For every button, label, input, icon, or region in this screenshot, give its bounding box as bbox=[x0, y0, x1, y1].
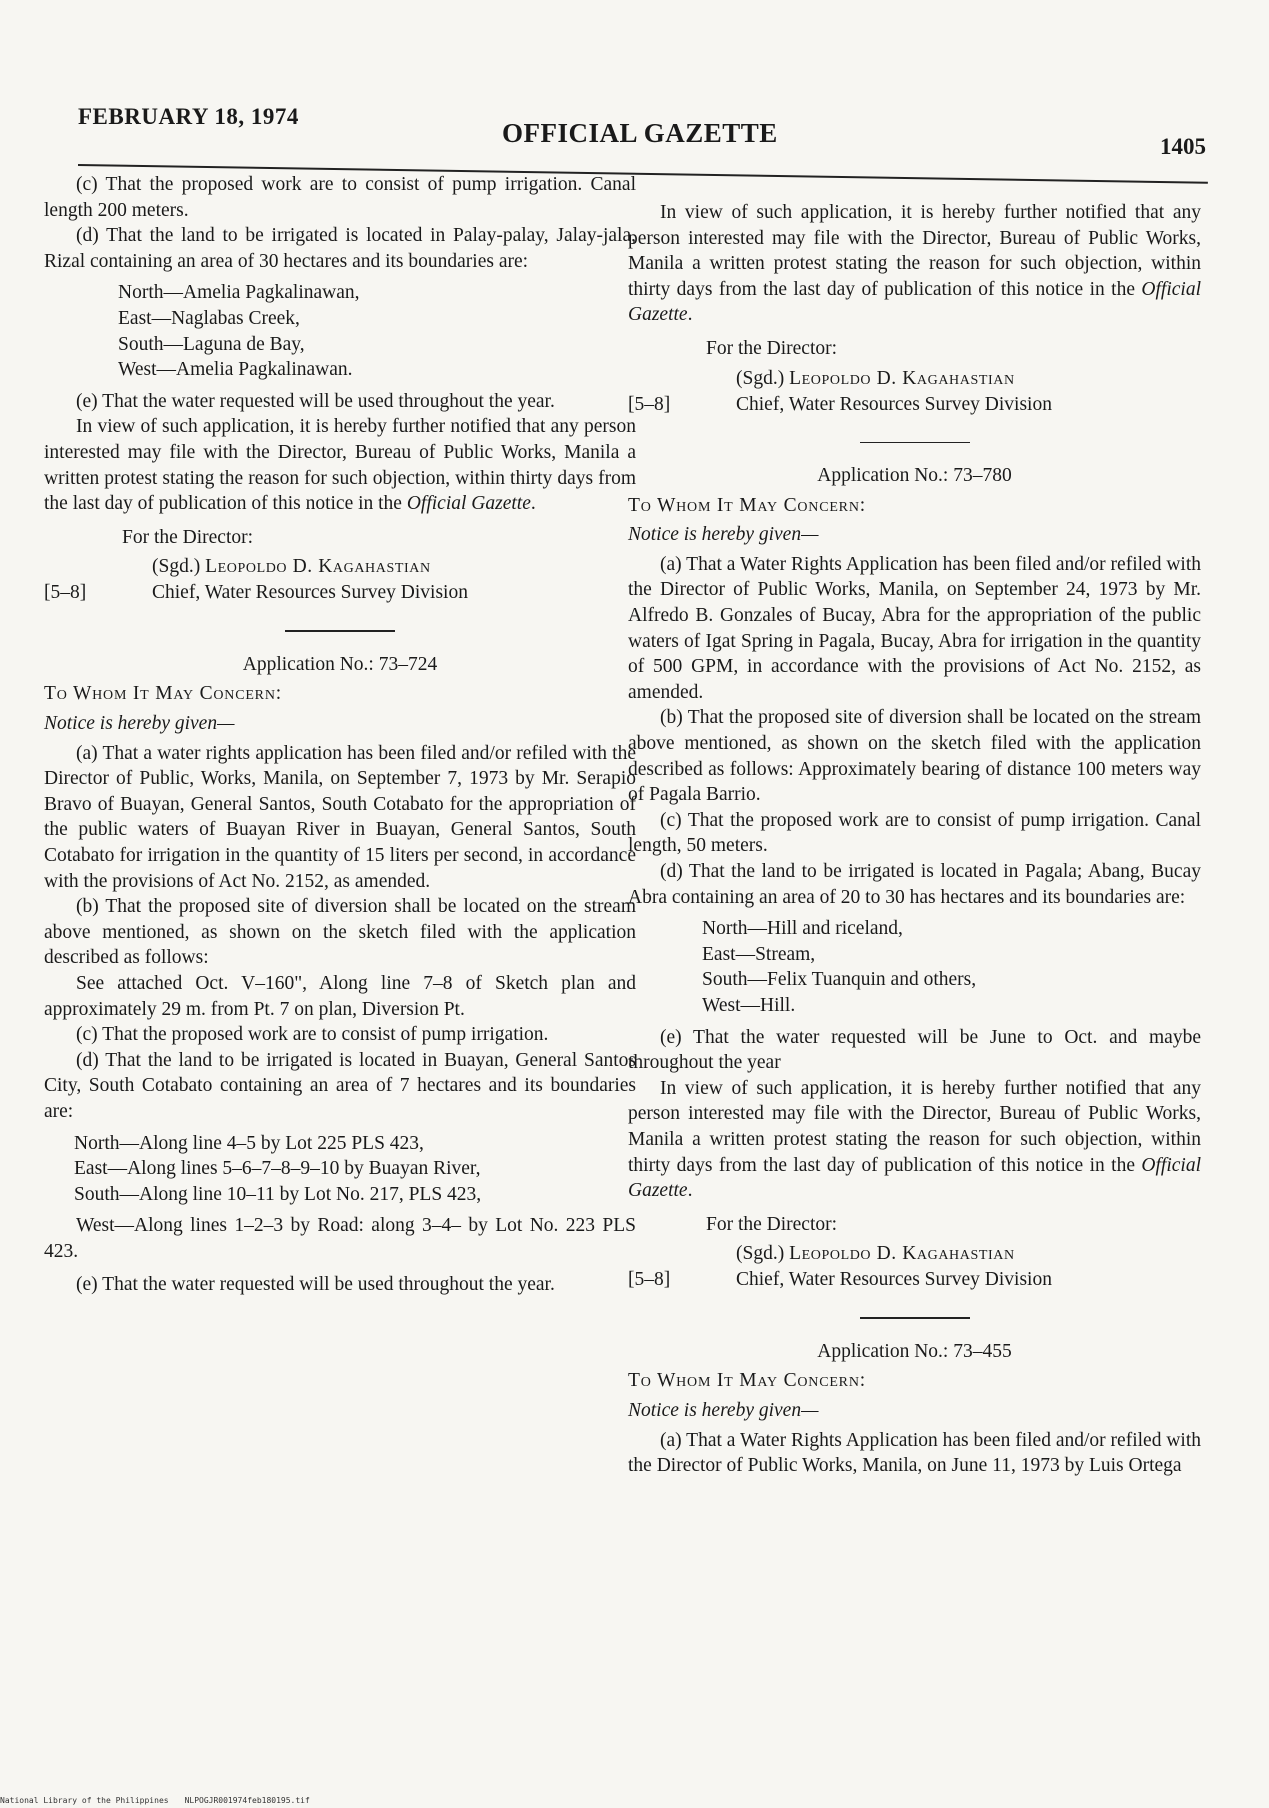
boundary-south: South—Felix Tuanquin and others, bbox=[702, 969, 977, 991]
left-column bbox=[44, 172, 636, 1298]
boundary-south: South—Laguna de Bay, bbox=[118, 333, 305, 355]
boundary-north: North—Hill and riceland, bbox=[702, 918, 903, 940]
page-header bbox=[78, 100, 1208, 160]
signatory-title: Chief, Water Resources Survey Division bbox=[152, 582, 468, 604]
section-divider bbox=[860, 1317, 970, 1319]
boundaries-list bbox=[628, 916, 1201, 1018]
paragraph-b-detail: See attached Oct. V–160", Along line 7–8 of Sketch plan and approximately 29 m. from Pt. 7 on plan, Diversion Pt. bbox=[44, 972, 636, 1020]
gazette-name: Official Gazette bbox=[628, 1154, 1201, 1202]
boundary-east: East—Naglabas Creek, bbox=[118, 307, 300, 329]
page-number: 1405 bbox=[1160, 134, 1206, 159]
gazette-name: Official Gazette bbox=[628, 278, 1201, 326]
paragraph-c: (c) That the proposed work are to consist of pump irrigation. Canal length, 50 meters. bbox=[628, 809, 1201, 857]
signatory-name: Leopoldo D. Kagahastian bbox=[789, 1243, 1015, 1265]
signatory-title: Chief, Water Resources Survey Division bbox=[736, 1269, 1052, 1291]
boundary-west: West—Hill. bbox=[702, 994, 796, 1016]
signatory-name: Leopoldo D. Kagahastian bbox=[789, 367, 1015, 389]
issue-ref: [5–8] bbox=[44, 582, 87, 604]
paragraph-c: (c) That the proposed work are to consist of pump irrigation. bbox=[76, 1024, 549, 1046]
gazette-name: Official Gazette bbox=[406, 493, 531, 515]
issue-date: FEBRUARY 18, 1974 bbox=[78, 104, 299, 129]
scan-footer bbox=[0, 1796, 326, 1805]
paragraph-view: In view of such application, it is hereby further notified that any person interested may file with the Director, Bureau of Public Works, Manila a written protest stating the reason for such objection, within thirty days from the last day of publication of this notice in the Official Gazette. bbox=[628, 202, 1201, 326]
signature-block: (Sgd.) Leopoldo D. Kagahastian [5–8] Chief, Water Resources Survey Division bbox=[44, 554, 636, 608]
paragraph-d: (d) That the land to be irrigated is located in Palay-palay, Jalay-jala, Rizal containing an area of 30 hectares and its boundaries are: bbox=[44, 225, 636, 272]
boundaries-list bbox=[44, 1131, 636, 1208]
paragraph-b: (b) That the proposed site of diversion shall be located on the stream above mentioned, as shown on the sketch filed with the application described as follows: bbox=[44, 896, 636, 969]
section-divider bbox=[860, 442, 970, 444]
boundary-west: West—Along lines 1–2–3 by Road: along 3–4– by Lot No. 223 PLS 423. bbox=[44, 1215, 636, 1262]
signatory-name: Leopoldo D. Kagahastian bbox=[205, 556, 431, 578]
paragraph-e: (e) That the water requested will be June to Oct. and maybe throughout the year bbox=[628, 1026, 1201, 1074]
paragraph-b: (b) That the proposed site of diversion shall be located on the stream above mentioned, as shown on the sketch filed with the application described as follows: Approximately bearing of distance 100 meters way of Pagala Barrio. bbox=[628, 707, 1201, 806]
application-number: Application No.: 73–455 bbox=[817, 1340, 1012, 1362]
notice-heading: Notice is hereby given— bbox=[44, 713, 235, 734]
boundaries-list bbox=[44, 280, 636, 382]
paragraph-view: In view of such application, it is hereby further notified that any person interested may file with the Director, Bureau of Public Works, Manila a written protest stating the reason for such objection, within thirty days from the last day of publication of this notice in the Official Gazette. bbox=[44, 416, 636, 515]
boundary-east: East—Along lines 5–6–7–8–9–10 by Buayan River, bbox=[74, 1158, 481, 1180]
paragraph-view: In view of such application, it is hereby further notified that any person interested may file with the Director, Bureau of Public Works, Manila a written protest stating the reason for such objection, within thirty days from the last day of publication of this notice in the Official Gazette. bbox=[628, 1077, 1201, 1202]
notice-heading: Notice is hereby given— bbox=[628, 524, 819, 546]
boundary-east: East—Stream, bbox=[702, 943, 816, 965]
section-divider bbox=[285, 630, 395, 632]
for-director: For the Director: bbox=[706, 1213, 838, 1235]
application-number: Application No.: 73–780 bbox=[817, 465, 1012, 487]
salutation: To Whom It May Concern: bbox=[44, 683, 282, 705]
signature-block: (Sgd.) Leopoldo D. Kagahastian [5–8] Chief, Water Resources Survey Division bbox=[628, 1241, 1201, 1295]
issue-ref: [5–8] bbox=[628, 1269, 671, 1291]
issue-ref: [5–8] bbox=[628, 393, 671, 415]
paragraph-a: (a) That a water rights application has been filed and/or refiled with the Director of Public, Works, Manila, on September 7, 1973 by Mr. Serapio Bravo of Buayan, General Santos, South Cotabato for the appropriation of the public waters of Buayan River in Buayan, General Santos, South Cotabato for irrigation in the quantity of 15 liters per second, in accordance with the provisions of Act No. 2152, as amended. bbox=[44, 742, 636, 892]
salutation: To Whom It May Concern: bbox=[628, 494, 866, 516]
paragraph-d: (d) That the land to be irrigated is located in Buayan, General Santos City, South Cotabato containing an area of 7 hectares and its boundaries are: bbox=[44, 1049, 636, 1122]
boundary-north: North—Amelia Pagkalinawan, bbox=[118, 282, 360, 304]
paragraph-a: (a) That a Water Rights Application has been filed and/or refiled with the Director of Public Works, Manila, on June 11, 1973 by Luis Ortega bbox=[628, 1429, 1201, 1477]
application-number: Application No.: 73–724 bbox=[242, 653, 438, 675]
scan-filename: NLPOGJR001974feb180195.tif bbox=[184, 1796, 310, 1805]
boundary-west: West—Amelia Pagkalinawan. bbox=[118, 359, 353, 381]
paragraph-e: (e) That the water requested will be used throughout the year. bbox=[76, 390, 555, 412]
salutation: To Whom It May Concern: bbox=[628, 1370, 866, 1392]
paragraph-a: (a) That a Water Rights Application has been filed and/or refiled with the Director of Public Works, Manila, on September 24, 1973 by Mr. Alfredo B. Gonzales of Bucay, Abra for the appropriation of the public waters of Igat Spring in Pagala, Bucay, Abra for irrigation in the quantity of 500 GPM, in accordance with the provisions of Act No. 2152, as amended. bbox=[628, 553, 1201, 703]
paragraph-c: (c) That the proposed work are to consist of pump irrigation. Canal length 200 meters. bbox=[44, 174, 636, 221]
signatory-title: Chief, Water Resources Survey Division bbox=[736, 393, 1052, 415]
signature-block: (Sgd.) Leopoldo D. Kagahastian [5–8] Chief, Water Resources Survey Division bbox=[628, 366, 1201, 420]
for-director: For the Director: bbox=[706, 337, 838, 359]
publication-title: OFFICIAL GAZETTE bbox=[502, 118, 778, 148]
paragraph-d: (d) That the land to be irrigated is located in Pagala; Abang, Bucay Abra containing an area of 20 to 30 has hectares and its boundaries are: bbox=[628, 860, 1201, 908]
notice-heading: Notice is hereby given— bbox=[628, 1399, 819, 1421]
paragraph-e: (e) That the water requested will be used throughout the year. bbox=[76, 1274, 555, 1296]
library-credit: National Library of the Philippines bbox=[0, 1796, 169, 1805]
boundary-north: North—Along line 4–5 by Lot 225 PLS 423, bbox=[74, 1132, 424, 1154]
for-director: For the Director: bbox=[122, 526, 254, 548]
boundary-south: South—Along line 10–11 by Lot No. 217, PLS 423, bbox=[74, 1183, 482, 1205]
right-column bbox=[628, 200, 1201, 1479]
